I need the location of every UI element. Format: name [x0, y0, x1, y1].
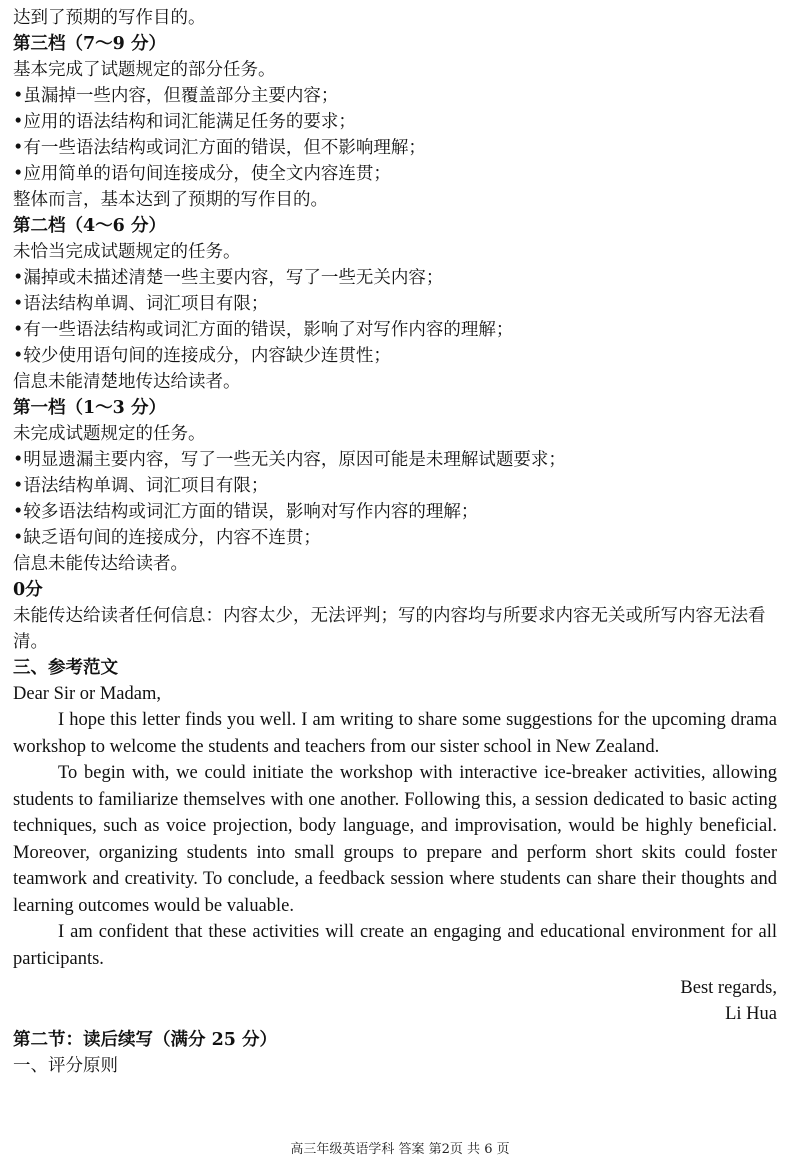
tier2-bullet: •语法结构单调、词汇项目有限； — [13, 294, 269, 314]
tier3-conclusion: 整体而言，基本达到了预期的写作目的。 — [13, 190, 328, 210]
tier3-bullet: •应用简单的语句间连接成分，使全文内容连贯； — [13, 164, 391, 184]
tier1-bullet: •明显遗漏主要内容，写了一些无关内容，原因可能是未理解试题要求； — [13, 450, 566, 470]
tier1-bullet: •较多语法结构或词汇方面的错误，影响对写作内容的理解； — [13, 502, 479, 522]
tier3-heading: 第三档（7～9 分） — [13, 34, 166, 54]
previous-tier-tail: 达到了预期的写作目的。 — [13, 8, 206, 28]
tier3-bullet: •虽漏掉一些内容，但覆盖部分主要内容； — [13, 86, 339, 106]
section2-block — [13, 1027, 777, 1079]
tier1-block — [13, 395, 777, 577]
tier1-heading: 第一档（1～3 分） — [13, 398, 166, 418]
letter-paragraph: To begin with, we could initiate the workshop with interactive ice-breaker activities, allowing students to familiarize themselves with one another. Following this, a session dedicated to basic acting techniques, such as voice projection, body language, and improvisation, would be highly beneficial. Moreover, organizing students into small groups to prepare and perform short skits could foster teamwork and creativity. To conclude, a feedback session where students can share their thoughts and learning outcomes would be valuable. — [13, 763, 777, 916]
section2-subheading: 一、评分原则 — [13, 1056, 118, 1076]
letter-signature: Li Hua — [725, 1004, 777, 1024]
letter-paragraph: I hope this letter finds you well. I am writing to share some suggestions for the upcoming drama workshop to welcome the students and teachers from our sister school in New Zealand. — [13, 710, 777, 757]
tier2-bullet: •较少使用语句间的连接成分，内容缺少连贯性； — [13, 346, 391, 366]
tier2-block — [13, 213, 777, 395]
tier3-bullet: •有一些语法结构或词汇方面的错误，但不影响理解； — [13, 138, 426, 158]
tier2-conclusion: 信息未能清楚地传达给读者。 — [13, 372, 241, 392]
tier1-bullet: •缺乏语句间的连接成分，内容不连贯； — [13, 528, 321, 548]
tier3-bullet: •应用的语法结构和词汇能满足任务的要求； — [13, 112, 356, 132]
sample-section-title: 三、参考范文 — [13, 658, 118, 678]
sample-essay — [13, 655, 777, 1027]
tier2-bullet: •漏掉或未描述清楚一些主要内容，写了一些无关内容； — [13, 268, 444, 288]
letter-closing: Best regards, — [680, 978, 777, 998]
page-footer: 高三年级英语学科 答案 第2页 共 6 页 — [290, 1142, 510, 1157]
tier3-summary: 基本完成了试题规定的部分任务。 — [13, 60, 276, 80]
tier1-summary: 未完成试题规定的任务。 — [13, 424, 206, 444]
page-content — [13, 5, 777, 1079]
letter-salutation: Dear Sir or Madam, — [13, 684, 161, 704]
letter-paragraph: I am confident that these activities will create an engaging and educational environment for all participants. — [13, 922, 777, 969]
tier1-bullet: •语法结构单调、词汇项目有限； — [13, 476, 269, 496]
tier0-block — [13, 577, 777, 655]
tier2-heading: 第二档（4～6 分） — [13, 216, 166, 236]
tier1-conclusion: 信息未能传达给读者。 — [13, 554, 188, 574]
tier2-summary: 未恰当完成试题规定的任务。 — [13, 242, 241, 262]
tier2-bullet: •有一些语法结构或词汇方面的错误，影响了对写作内容的理解； — [13, 320, 514, 340]
tier0-heading: 0分 — [13, 580, 43, 600]
tier3-block — [13, 31, 777, 213]
tier0-text: 未能传达给读者任何信息：内容太少，无法评判；写的内容均与所要求内容无关或所写内容无法看清。 — [13, 606, 766, 652]
section2-heading: 第二节：读后续写（满分 25 分） — [13, 1030, 278, 1050]
